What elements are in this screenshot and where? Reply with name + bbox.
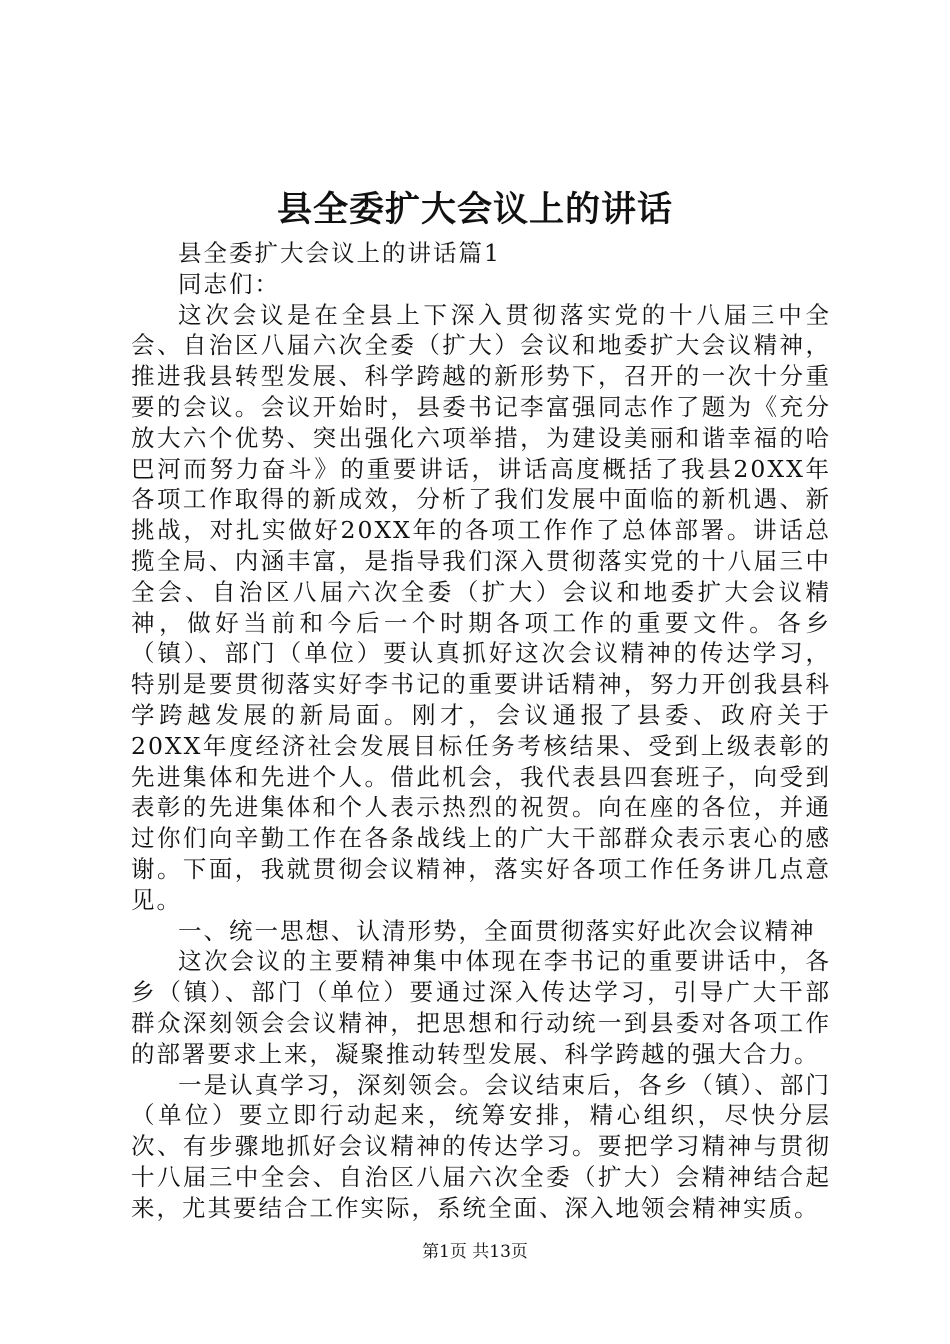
body-paragraph: 这次会议是在全县上下深入贯彻落实党的十八届三中全会、自治区八届六次全委（扩大）会议和地委扩大会议精神，推进我县转型发展、科学跨越的新形势下，召开的一次十分重要的会议。会议开始时，县委书记李富强同志作了题为《充分放大六个优势、突出强化六项举措，为建设美丽和谐幸福的哈巴河而努力奋斗》的重要讲话，讲话高度概括了我县20XX年各项工作取得的新成效，分析了我们发展中面临的新机遇、新挑战，对扎实做好20XX年的各项工作作了总体部署。讲话总揽全局、内涵丰富，是指导我们深入贯彻落实党的十八届三中全会、自治区八届六次全委（扩大）会议和地委扩大会议精神，做好当前和今后一个时期各项工作的重要文件。各乡（镇）、部门（单位）要认真抓好这次会议精神的传达学习，特别是要贯彻落实好李书记的重要讲话精神，努力开创我县科学跨越发展的新局面。刚才，会议通报了县委、政府关于20XX年度经济社会发展目标任务考核结果、受到上级表彰的先进集体和先进个人。借此机会，我代表县四套班子，向受到表彰的先进集体和个人表示热烈的祝贺。向在座的各位，并通过你们向辛勤工作在各条战线上的广大干部群众表示衷心的感谢。下面，我就贯彻会议精神，落实好各项工作任务讲几点意见。 bbox=[131, 300, 831, 914]
section-heading: 一、统一思想、认清形势，全面贯彻落实好此次会议精神 bbox=[178, 916, 816, 945]
document-title: 县全委扩大会议上的讲话 bbox=[276, 189, 673, 230]
subtitle-paragraph: 县全委扩大会议上的讲话篇1 bbox=[178, 239, 501, 267]
page-footer: 第1页 共13页 bbox=[422, 1242, 528, 1262]
body-paragraph: 这次会议的主要精神集中体现在李书记的重要讲话中，各乡（镇）、部门（单位）要通过深入传达学习，引导广大干部群众深刻领会会议精神，把思想和行动统一到县委对各项工作的部署要求上来，凝聚推动转型发展、科学跨越的强大合力。 bbox=[131, 947, 831, 1068]
salutation-paragraph: 同志们： bbox=[178, 269, 280, 298]
document-body bbox=[131, 238, 831, 1224]
body-paragraph: 一是认真学习，深刻领会。会议结束后，各乡（镇）、部门（单位）要立即行动起来，统筹安排，精心组织，尽快分层次、有步骤地抓好会议精神的传达学习。要把学习精神与贯彻十八届三中全会、自治区八届六次全委（扩大）会精神结合起来，尤其要结合工作实际，系统全面、深入地领会精神实质。 bbox=[131, 1070, 831, 1222]
